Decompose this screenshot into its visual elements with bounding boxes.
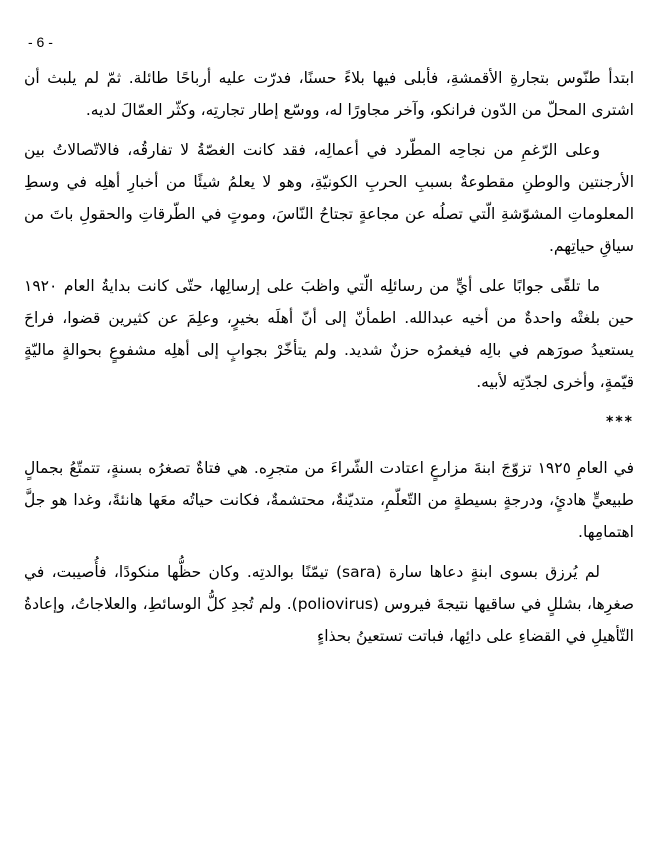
paragraph-5: لم يُرزق بسوى ابنةٍ دعاها سارة (sara) تيمّنًا بوالدتِه. وكان حظُّها منكودًا، فأُصيبت، في صغرِها، بشللٍ في ساقيها نتيجةَ فيروس (poliovirus). ولم تُجدِ كلُّ الوسائطِ، والعلاجاتُ، وإعادةُ التّأهيلِ في القضاءِ على دائِها، فباتت تستعينُ بحذاءٍ [24, 563, 634, 645]
section-separator: *** [606, 414, 634, 430]
paragraph-2: وعلى الرّغمِ من نجاحِه المطّرد في أعمالِه، فقد كانت الغصّةُ لا تفارقُه، فالاتّصالاتُ بين الأرجنتين والوطنِ مقطوعةٌ بسببِ الحربِ الكونيّةِ، وهو لا يعلمُ شيئًا من أخبارِ أهلِه في وسطِ المعلوماتِ المشوّشةِ الّتي تصلُه عن مجاعةٍ تجتاحُ النّاسَ، وموتٍ في الطّرقاتِ والحقولِ باتَ من سياقِ حياتِهم. [24, 141, 634, 255]
paragraph-1: ابتدأ طنّوس بتجارةِ الأقمشةِ، فأبلى فيها بلاءً حسنًا، فدرّت عليه أرباحًا طائلة. ثمّ لم يلبث أن اشترى المحلّ من الدّون فرانكو، وآخر مجاورًا له، ووسّع إطار تجارتِه، وكثّر العمّالَ لديه. [24, 69, 634, 119]
page-number: - 6 - [28, 34, 53, 50]
document-body [24, 62, 634, 660]
paragraph-3: ما تلقّى جوابًا على أيٍّ من رسائلِه الّتي واظبَ على إرسالِها، حتّى كانت بدايةُ العام ١٩٢٠ حين بلغتْه واحدةٌ من أخيه عبدالله. اطمأنّ إلى أنّ أهلَه بخيرٍ، وعلِمَ عن كثيرين قضوا، فراحَ يستعيدُ صورَهم في بالِه فيغمرُه حزنٌ شديد. ولم يتأخّرْ بجوابٍ إلى أهلِه مشفوعٍ بحوالةٍ ماليّةٍ قيّمةٍ، وأخرى لجدّتِه لأبيه. [24, 277, 634, 391]
paragraph-4: في العامِ ١٩٢٥ تزوّجَ ابنةَ مزارعٍ اعتادت الشّراءَ من متجرِه. هي فتاةٌ تصغرُه بسنةٍ، تتمتّعُ بجمالٍ طبيعيٍّ هادئٍ، ودرجةٍ بسيطةٍ من التّعلّمِ، متديّنةٌ، محتشمةٌ، فكانت حياتُه معَها هانئةً، وغدا هو جلَّ اهتمامِها. [24, 459, 634, 541]
